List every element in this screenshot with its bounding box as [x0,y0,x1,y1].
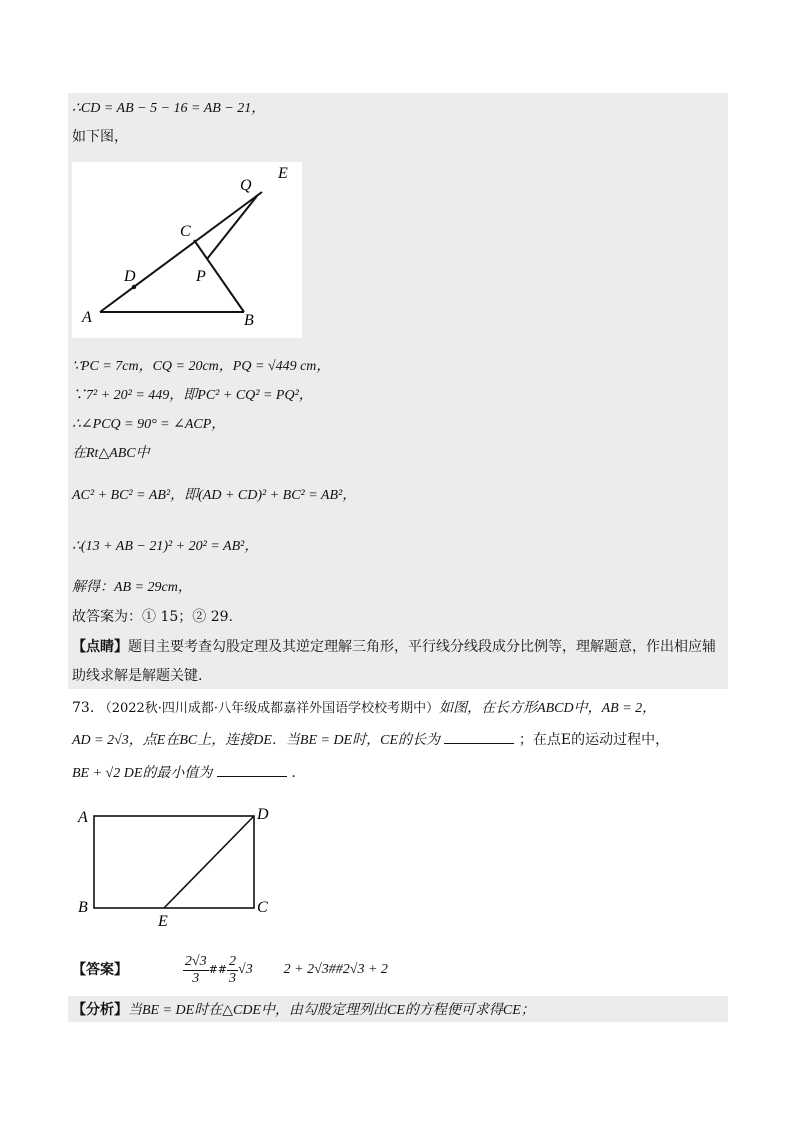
q73-line2-tail: ；在点E的运动过程中， [518,732,670,748]
review-line-2: 助线求解是解题关键. [72,668,203,684]
rect-label-C: C [257,899,268,916]
answer-sqrt3: √3 [238,962,253,977]
proof-line-3: ∴∠PCQ = 90° = ∠ACP， [72,417,226,432]
rectangle-figure [72,800,282,930]
analysis-tag: 【分析】 [72,1002,128,1018]
q73-line-1 [72,697,656,720]
proof-line-4: 在Rt△ABC中 [72,446,150,461]
fraction-1-denominator: 3 [192,970,200,986]
answer-fraction-2 [227,954,238,987]
proof-line-2: ∵7² + 20² = 449，即PC² + CQ² = PQ²， [72,388,313,403]
answer-separator: ## [208,963,228,976]
proof-line-6: ∴(13 + AB − 21)² + 20² = AB²， [72,539,259,554]
fraction-2-numerator: 2 [229,953,237,969]
q73-line2-text: AD = 2√3，点E在BC上，连接DE．当BE = DE时，CE的长为 [72,733,440,748]
answer-second-part: 2 + 2√3##2√3 + 2 [283,962,388,977]
fraction-2-denominator: 3 [229,970,237,986]
rect-label-E: E [158,913,168,930]
review-line-1 [72,636,716,658]
label-D: D [124,268,136,285]
answer-blank-1[interactable] [444,729,514,744]
as-below-text: 如下图， [72,129,128,145]
q73-source: （2022秋·四川成都·八年级成都嘉祥外国语学校校考期中） [98,701,440,716]
q73-line3-text: BE + √2 DE的最小值为 [72,766,213,781]
label-C: C [180,223,191,240]
answer-blank-2[interactable] [217,762,287,777]
answer-line [72,952,388,992]
review-text-1: 题目主要考查勾股定理及其逆定理解三角形，平行线分线段成分比例等，理解题意，作出相应辅 [128,639,716,655]
label-Q: Q [240,177,252,194]
label-P: P [196,268,206,285]
q73-number: 73. [72,700,95,716]
review-tag: 【点睛】 [72,639,128,655]
proof-line-7: 解得：AB = 29cm， [72,580,192,595]
label-E: E [278,165,288,182]
q73-line-3 [72,762,296,785]
triangle-figure [72,162,302,338]
answer-tag: 【答案】 [72,962,128,978]
analysis-text: 当BE = DE时在△CDE中，由勾股定理列出CE的方程便可求得CE； [128,1003,535,1018]
cd-equation: ∴CD = AB − 5 − 16 = AB − 21， [72,101,266,116]
answer-fraction-1 [183,954,209,987]
proof-line-1: ∵PC = 7cm，CQ = 20cm，PQ = √449 cm， [72,359,331,374]
proof-line-5: AC² + BC² = AB²，即(AD + CD)² + BC² = AB²， [72,488,357,503]
rect-label-A: A [78,809,88,826]
q73-line1-rest: 如图，在长方形ABCD中，AB = 2， [439,701,657,716]
q73-line-2 [72,729,669,752]
fraction-1-numerator: 2√3 [184,953,207,969]
proof-line-8: 故答案为：① 15；② 29. [72,609,233,625]
rect-label-D: D [257,806,269,823]
rect-label-B: B [78,899,88,916]
label-B: B [244,312,254,329]
q73-line3-tail: . [291,765,296,781]
label-A: A [82,309,92,326]
analysis-line [72,999,535,1022]
